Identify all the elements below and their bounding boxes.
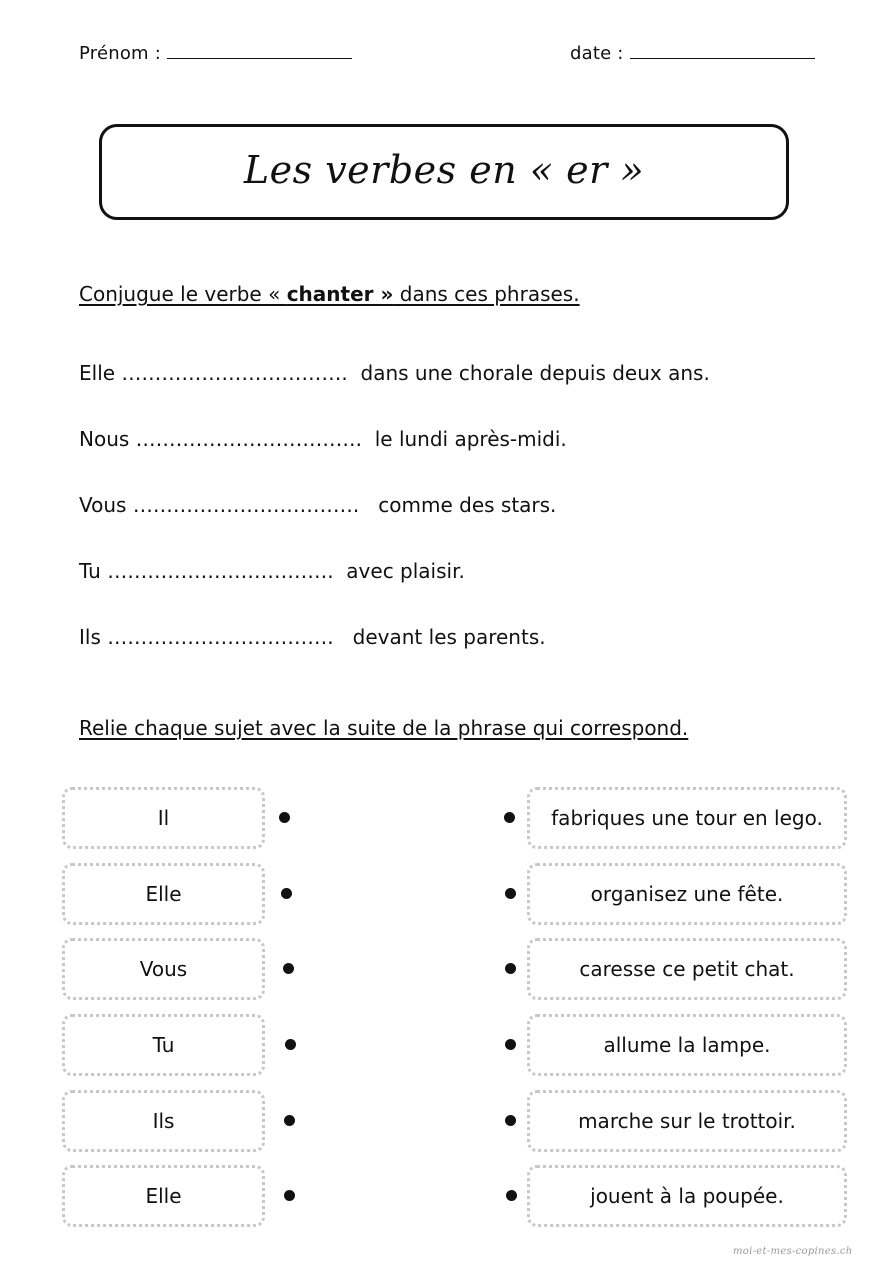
left-connector-dot[interactable]: [281, 888, 292, 899]
exercise1-instruction: [79, 282, 580, 306]
instruction-suffix: dans ces phrases.: [393, 282, 580, 306]
left-connector-dot[interactable]: [283, 963, 294, 974]
ending-box[interactable]: marche sur le trottoir.: [527, 1090, 847, 1152]
ending-box[interactable]: organisez une fête.: [527, 863, 847, 925]
page-title: Les verbes en « er »: [243, 148, 645, 192]
date-label: date :: [570, 43, 624, 64]
sentence-blank[interactable]: …………………………….: [107, 559, 334, 583]
left-connector-dot[interactable]: [284, 1115, 295, 1126]
date-blank-line[interactable]: [630, 44, 815, 59]
subject-box[interactable]: Il: [62, 787, 265, 849]
sentence-rest: devant les parents.: [333, 625, 546, 649]
sentence-blank[interactable]: …………………………….: [132, 493, 360, 517]
ending-box[interactable]: allume la lampe.: [527, 1014, 847, 1076]
instruction-verb: chanter »: [286, 282, 394, 306]
sentence-rest: avec plaisir.: [333, 559, 465, 583]
footer-watermark: moi-et-mes-copines.ch: [733, 1246, 853, 1257]
sentence-rest: dans une chorale depuis deux ans.: [347, 361, 710, 385]
left-connector-dot[interactable]: [279, 812, 290, 823]
subject-box[interactable]: Tu: [62, 1014, 265, 1076]
subject-box[interactable]: Elle: [62, 1165, 265, 1227]
sentence-subject: Vous: [79, 493, 127, 517]
sentence-row: [79, 493, 556, 517]
ending-box[interactable]: caresse ce petit chat.: [527, 938, 847, 1000]
sentence-blank[interactable]: …………………………….: [135, 427, 363, 451]
sentence-blank[interactable]: …………………………….: [107, 625, 334, 649]
subject-box[interactable]: Elle: [62, 863, 265, 925]
left-connector-dot[interactable]: [284, 1190, 295, 1201]
sentence-subject: Ils: [79, 625, 101, 649]
subject-box[interactable]: Ils: [62, 1090, 265, 1152]
sentence-subject: Nous: [79, 427, 130, 451]
subject-box[interactable]: Vous: [62, 938, 265, 1000]
instruction-prefix: Conjugue le verbe «: [79, 282, 287, 306]
ending-box[interactable]: jouent à la poupée.: [527, 1165, 847, 1227]
sentence-subject: Tu: [79, 559, 101, 583]
date-field[interactable]: [570, 43, 815, 64]
prenom-field[interactable]: [79, 43, 352, 64]
sentence-row: [79, 625, 546, 649]
ending-box[interactable]: fabriques une tour en lego.: [527, 787, 847, 849]
left-connector-dot[interactable]: [285, 1039, 296, 1050]
exercise2-instruction: Relie chaque sujet avec la suite de la phrase qui correspond.: [79, 716, 689, 740]
prenom-blank-line[interactable]: [167, 44, 352, 59]
sentence-row: [79, 361, 710, 385]
right-connector-dot[interactable]: [505, 888, 516, 899]
right-connector-dot[interactable]: [505, 1115, 516, 1126]
sentence-blank[interactable]: …………………………….: [121, 361, 348, 385]
right-connector-dot[interactable]: [506, 1190, 517, 1201]
prenom-label: Prénom :: [79, 43, 161, 64]
sentence-row: [79, 559, 465, 583]
sentence-rest: le lundi après-midi.: [362, 427, 567, 451]
sentence-row: [79, 427, 567, 451]
right-connector-dot[interactable]: [505, 963, 516, 974]
sentence-rest: comme des stars.: [359, 493, 557, 517]
right-connector-dot[interactable]: [504, 812, 515, 823]
right-connector-dot[interactable]: [505, 1039, 516, 1050]
title-box: [99, 124, 789, 220]
sentence-subject: Elle: [79, 361, 116, 385]
